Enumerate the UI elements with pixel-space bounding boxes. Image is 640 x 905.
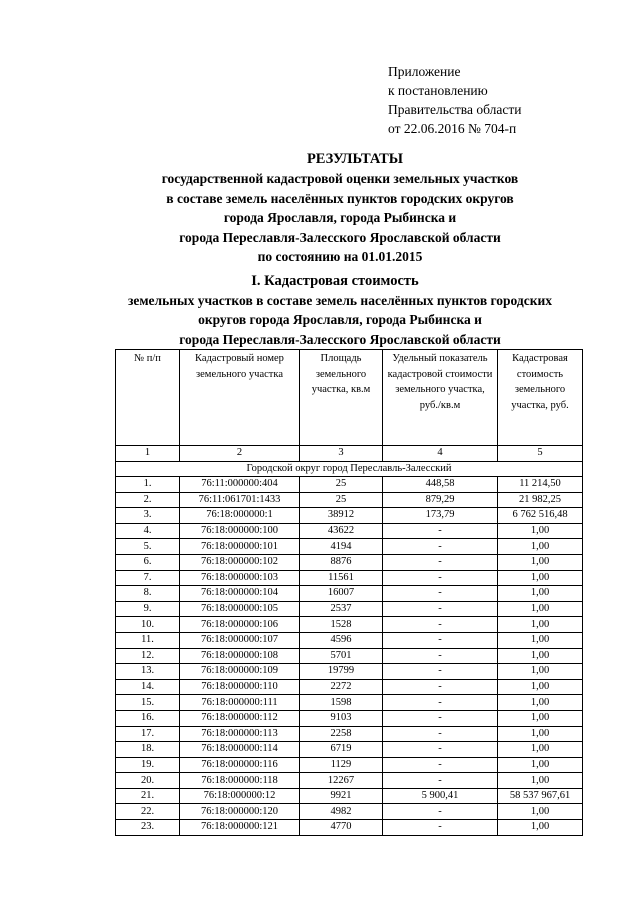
title-line: государственной кадастровой оценки земельных участков [161, 171, 519, 186]
table-row [116, 648, 583, 664]
specific-value: 173,79 [383, 508, 498, 524]
area: 2258 [300, 726, 383, 742]
title-heading: РЕЗУЛЬТАТЫ [306, 151, 404, 167]
row-number: 17. [116, 726, 180, 742]
appendix-line: Правительства области [388, 102, 522, 117]
table-row [116, 664, 583, 680]
area: 8876 [300, 554, 383, 570]
specific-value: - [383, 679, 498, 695]
cadastral-number: 76:11:061701:1433 [180, 492, 300, 508]
appendix-note [388, 62, 521, 138]
cadastral-number: 76:18:000000:121 [180, 820, 300, 836]
row-number: 6. [116, 554, 180, 570]
area: 25 [300, 477, 383, 493]
specific-value: - [383, 742, 498, 758]
header-area: Площадь земельного участка, кв.м [300, 350, 383, 446]
row-number: 15. [116, 695, 180, 711]
cadastral-number: 76:18:000000:118 [180, 773, 300, 789]
column-number-row [116, 446, 583, 462]
appendix-line: Приложение [388, 64, 461, 79]
table-row [116, 554, 583, 570]
table-row [116, 679, 583, 695]
specific-value: - [383, 804, 498, 820]
table-row [116, 726, 583, 742]
specific-value: - [383, 664, 498, 680]
cadastral-table [115, 349, 583, 836]
cadastral-number: 76:18:000000:108 [180, 648, 300, 664]
table-row [116, 570, 583, 586]
section-title [0, 272, 640, 349]
specific-value: - [383, 648, 498, 664]
specific-value: - [383, 632, 498, 648]
area: 11561 [300, 570, 383, 586]
row-number: 16. [116, 710, 180, 726]
specific-value: - [383, 586, 498, 602]
table-row [116, 695, 583, 711]
cadastral-value: 1,00 [498, 554, 583, 570]
cadastral-value: 1,00 [498, 679, 583, 695]
cadastral-value: 1,00 [498, 586, 583, 602]
area: 38912 [300, 508, 383, 524]
specific-value: - [383, 757, 498, 773]
specific-value: - [383, 539, 498, 555]
row-number: 4. [116, 523, 180, 539]
area: 6719 [300, 742, 383, 758]
area: 16007 [300, 586, 383, 602]
row-number: 10. [116, 617, 180, 633]
row-number: 14. [116, 679, 180, 695]
appendix-line: к постановлению [388, 83, 488, 98]
cadastral-number: 76:18:000000:116 [180, 757, 300, 773]
row-number: 9. [116, 601, 180, 617]
row-number: 1. [116, 477, 180, 493]
row-number: 7. [116, 570, 180, 586]
section-line: города Переславля-Залесского Ярославской области [179, 331, 501, 347]
area: 1528 [300, 617, 383, 633]
table-row [116, 710, 583, 726]
specific-value: - [383, 773, 498, 789]
specific-value: 448,58 [383, 477, 498, 493]
table-row [116, 742, 583, 758]
cadastral-number: 76:11:000000:404 [180, 477, 300, 493]
area: 4596 [300, 632, 383, 648]
cadastral-value: 1,00 [498, 742, 583, 758]
cadastral-value: 6 762 516,48 [498, 508, 583, 524]
table-row [116, 757, 583, 773]
cadastral-number: 76:18:000000:107 [180, 632, 300, 648]
appendix-line: от 22.06.2016 № 704-п [388, 121, 517, 136]
specific-value: - [383, 523, 498, 539]
header-specific-value: Удельный показатель кадастровой стоимости земельного участка, руб./кв.м [383, 350, 498, 446]
cadastral-value: 1,00 [498, 648, 583, 664]
specific-value: - [383, 601, 498, 617]
cadastral-value: 1,00 [498, 539, 583, 555]
row-number: 3. [116, 508, 180, 524]
row-number: 20. [116, 773, 180, 789]
cadastral-number: 76:18:000000:114 [180, 742, 300, 758]
area: 4194 [300, 539, 383, 555]
specific-value: - [383, 554, 498, 570]
area: 2537 [300, 601, 383, 617]
table-row [116, 492, 583, 508]
header-cadastral-value: Кадастровая стоимость земельного участка, руб. [498, 350, 583, 446]
table-row [116, 477, 583, 493]
row-number: 21. [116, 788, 180, 804]
area: 2272 [300, 679, 383, 695]
cadastral-number: 76:18:000000:101 [180, 539, 300, 555]
area: 25 [300, 492, 383, 508]
title-line: в составе земель населённых пунктов городских округов [166, 190, 514, 206]
cadastral-value: 1,00 [498, 617, 583, 633]
cadastral-number: 76:18:000000:111 [180, 695, 300, 711]
area: 12267 [300, 773, 383, 789]
section-line: земельных участков в составе земель населённых пунктов городских [127, 293, 553, 308]
specific-value: - [383, 570, 498, 586]
cadastral-value: 1,00 [498, 773, 583, 789]
table-row [116, 820, 583, 836]
cadastral-value: 1,00 [498, 710, 583, 726]
column-number: 1 [116, 446, 180, 462]
specific-value: - [383, 726, 498, 742]
table-row [116, 523, 583, 539]
specific-value: - [383, 695, 498, 711]
row-number: 13. [116, 664, 180, 680]
section-heading: I. Кадастровая стоимость [251, 273, 419, 289]
column-number: 5 [498, 446, 583, 462]
table-row [116, 804, 583, 820]
row-number: 22. [116, 804, 180, 820]
cadastral-value: 58 537 967,61 [498, 788, 583, 804]
cadastral-value: 1,00 [498, 804, 583, 820]
cadastral-number: 76:18:000000:110 [180, 679, 300, 695]
column-number: 4 [383, 446, 498, 462]
area: 9103 [300, 710, 383, 726]
cadastral-number: 76:18:000000:100 [180, 523, 300, 539]
cadastral-number: 76:18:000000:112 [180, 710, 300, 726]
title-line: по состоянию на 01.01.2015 [257, 249, 423, 265]
cadastral-value: 1,00 [498, 664, 583, 680]
row-number: 8. [116, 586, 180, 602]
area: 1129 [300, 757, 383, 773]
table-row [116, 632, 583, 648]
cadastral-value: 11 214,50 [498, 477, 583, 493]
area: 4770 [300, 820, 383, 836]
group-label: Городской округ город Переславль-Залесский [116, 461, 583, 477]
row-number: 18. [116, 742, 180, 758]
row-number: 12. [116, 648, 180, 664]
cadastral-value: 1,00 [498, 570, 583, 586]
specific-value: 879,29 [383, 492, 498, 508]
cadastral-number: 76:18:000000:102 [180, 554, 300, 570]
table-row [116, 586, 583, 602]
cadastral-value: 21 982,25 [498, 492, 583, 508]
cadastral-value: 1,00 [498, 523, 583, 539]
cadastral-number: 76:18:000000:103 [180, 570, 300, 586]
title-line: города Переславля-Залесского Ярославской области [179, 229, 501, 245]
specific-value: - [383, 617, 498, 633]
table-row [116, 788, 583, 804]
cadastral-value: 1,00 [498, 601, 583, 617]
area: 1598 [300, 695, 383, 711]
specific-value: - [383, 820, 498, 836]
header-cadastral-number: Кадастровый номер земельного участка [180, 350, 300, 446]
area: 9921 [300, 788, 383, 804]
row-number: 5. [116, 539, 180, 555]
specific-value: - [383, 710, 498, 726]
cadastral-value: 1,00 [498, 726, 583, 742]
cadastral-value: 1,00 [498, 820, 583, 836]
title-line: города Ярославля, города Рыбинска и [223, 210, 457, 226]
area: 4982 [300, 804, 383, 820]
header-number: № п/п [116, 350, 180, 446]
row-number: 2. [116, 492, 180, 508]
cadastral-number: 76:18:000000:12 [180, 788, 300, 804]
cadastral-number: 76:18:000000:105 [180, 601, 300, 617]
specific-value: 5 900,41 [383, 788, 498, 804]
row-number: 23. [116, 820, 180, 836]
column-number: 3 [300, 446, 383, 462]
area: 43622 [300, 523, 383, 539]
table-row [116, 773, 583, 789]
cadastral-number: 76:18:000000:113 [180, 726, 300, 742]
table-row [116, 508, 583, 524]
cadastral-value: 1,00 [498, 757, 583, 773]
table-row [116, 539, 583, 555]
section-line: округов города Ярославля, города Рыбинска и [198, 312, 482, 328]
table-header-row [116, 350, 583, 446]
cadastral-number: 76:18:000000:104 [180, 586, 300, 602]
table-row [116, 617, 583, 633]
area: 19799 [300, 664, 383, 680]
cadastral-number: 76:18:000000:1 [180, 508, 300, 524]
cadastral-number: 76:18:000000:109 [180, 664, 300, 680]
row-number: 19. [116, 757, 180, 773]
area: 5701 [300, 648, 383, 664]
cadastral-value: 1,00 [498, 632, 583, 648]
group-row [116, 461, 583, 477]
document-title [0, 150, 640, 267]
cadastral-number: 76:18:000000:106 [180, 617, 300, 633]
row-number: 11. [116, 632, 180, 648]
table-row [116, 601, 583, 617]
cadastral-number: 76:18:000000:120 [180, 804, 300, 820]
cadastral-value: 1,00 [498, 695, 583, 711]
column-number: 2 [180, 446, 300, 462]
